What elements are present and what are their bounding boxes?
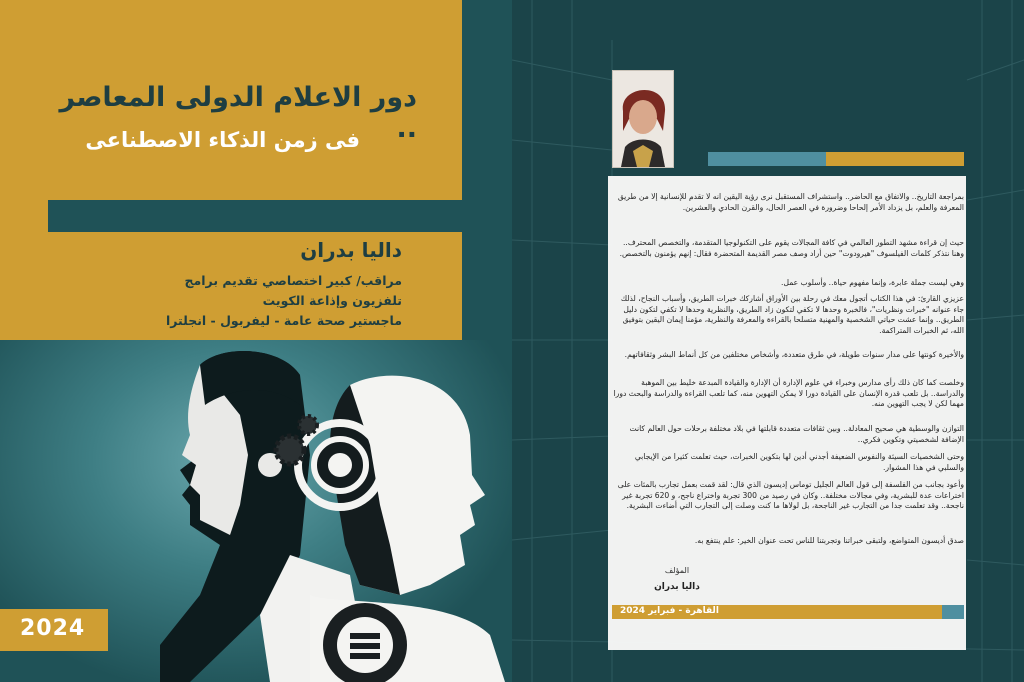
author-role-line: تلفزيون وإذاعة الكويت	[262, 293, 402, 308]
author-portrait-image	[613, 71, 673, 167]
author-role-line: ماجستير صحة عامة - ليفربول - انجلترا	[165, 313, 402, 328]
place-and-date: القاهرة - فبراير 2024	[620, 606, 719, 616]
author-role-line: مراقب/ كبير اختصاصي تقديم برامج	[184, 273, 402, 288]
book-title: دور الاعلام الدولى المعاصر ..	[59, 82, 417, 144]
back-paragraph: عزيزي القارئ: في هذا الكتاب أتجول معك في رحلة بين الأوراق أشاركك خبرات الطريق، وأسباب النجاح، لذلك جاء عنوانه "خبرات ونظريات"، فالخبرة وحدها لا تكفي لتكون زاد الطريق، والنظرية وحدها لا تكفي لتكون دليل الطريق.. وإنما عشت حياتي الشخصية والمهنية متسلحا بالقراءة والمعرفة والنظرية، مؤمنا إيمان اليقين بتوفيق الله، ثم الخبرات المتراكمة.	[620, 294, 964, 335]
signature-label: المؤلف	[664, 566, 690, 575]
human-robot-illustration	[160, 345, 510, 682]
back-paragraph: بمراجعة التاريخ.. والاتفاق مع الحاضر.. واستشراف المستقبل نرى رؤية اليقين انه لا تقدم للإنسانية إلا من طريق المعرفة والعلم، بل يزداد الأمر إلحاحا وضرورة في العصر الحال، والقرن الحادي والعشرين.	[617, 192, 964, 212]
signature-name: داليا بدران	[654, 582, 700, 592]
gold-side-panel	[0, 200, 48, 340]
back-paragraph: والأخيرة كونتها على مدار سنوات طويلة، في طرق متعددة، وأشخاص مختلفين من كل أنماط البشر وثقافاتهم.	[624, 350, 964, 359]
book-subtitle: فى زمن الذكاء الاصطناعى	[85, 128, 360, 152]
decorative-bar-gold	[826, 152, 964, 166]
back-paragraph: صدق أديسون المتواضع، ولتبقى خبراتنا وتجربتنا للناس تحت عنوان الخير: علم ينتفع به.	[694, 536, 964, 545]
back-paragraph: حيث إن قراءة مشهد التطور العالمي في كافة المجالات يقوم على التكنولوجيا المتقدمة، والتخصص المحترف.. وهنا نتذكر كلمات الفيلسوف "هيرودوت" حين أراد وصف مصر القديمة المتحضرة فقال: إنهم يؤمنون بالتخصص.	[619, 238, 964, 258]
publication-year: 2024	[20, 616, 86, 641]
back-paragraph: وخلصت كما كان ذلك رأى مدارس وخبراء في علوم الإدارة أن الإدارة والقيادة المبدعة خليط بين الموهبة والدراسة.. بل تلعب قدرة الإنسان على القيادة دورا لا يمكن التهوين منه، كما تلعب القراءة والدراسة والبحث دورا مهما لكن لا يجب التهوين منه.	[613, 378, 964, 408]
back-paragraph: وأعود بجانب من الفلسفة إلى قول العالم الجليل توماس إديسون الذي قال: لقد قمت بعمل تجارب بالمئات على اختراعات عدة للبشرية، وفي مجالات مختلفة.. وكان في رصيد من 300 تجربة واختراع ناجح، و 620 تجربة غير ناجحة.. وقد تعلمت جدا من التجارب غير الناجحة، بل لولاها ما كنت وصلت إلى التجارب التي أضاءت البشرية.	[617, 480, 964, 510]
back-paragraph: وهي ليست جملة عابرة، وإنما مفهوم حياة.. وأسلوب عمل.	[781, 278, 964, 287]
author-photo	[612, 70, 674, 168]
author-name: داليا بدران	[300, 238, 402, 262]
decorative-bar-blue	[708, 152, 826, 166]
back-paragraph: التوازن والوسطية هي صحيح المعادلة.. وبين ثقافات متعددة قابلتها في بلاد مختلفة برحلات حول العالم كانت الإضافة لشخصيتي وتكوين فكري..	[629, 424, 964, 444]
footer-bar-blue	[942, 605, 964, 619]
robot-head-illustration	[276, 376, 505, 682]
back-paragraph: وحتى الشخصيات السيئة والنفوس الضعيفة أجدني أدين لها بتكوين الخبرات، حيث تعلمت كثيرا من الإيجابي والسلبي في هذا المشوار.	[634, 452, 964, 472]
